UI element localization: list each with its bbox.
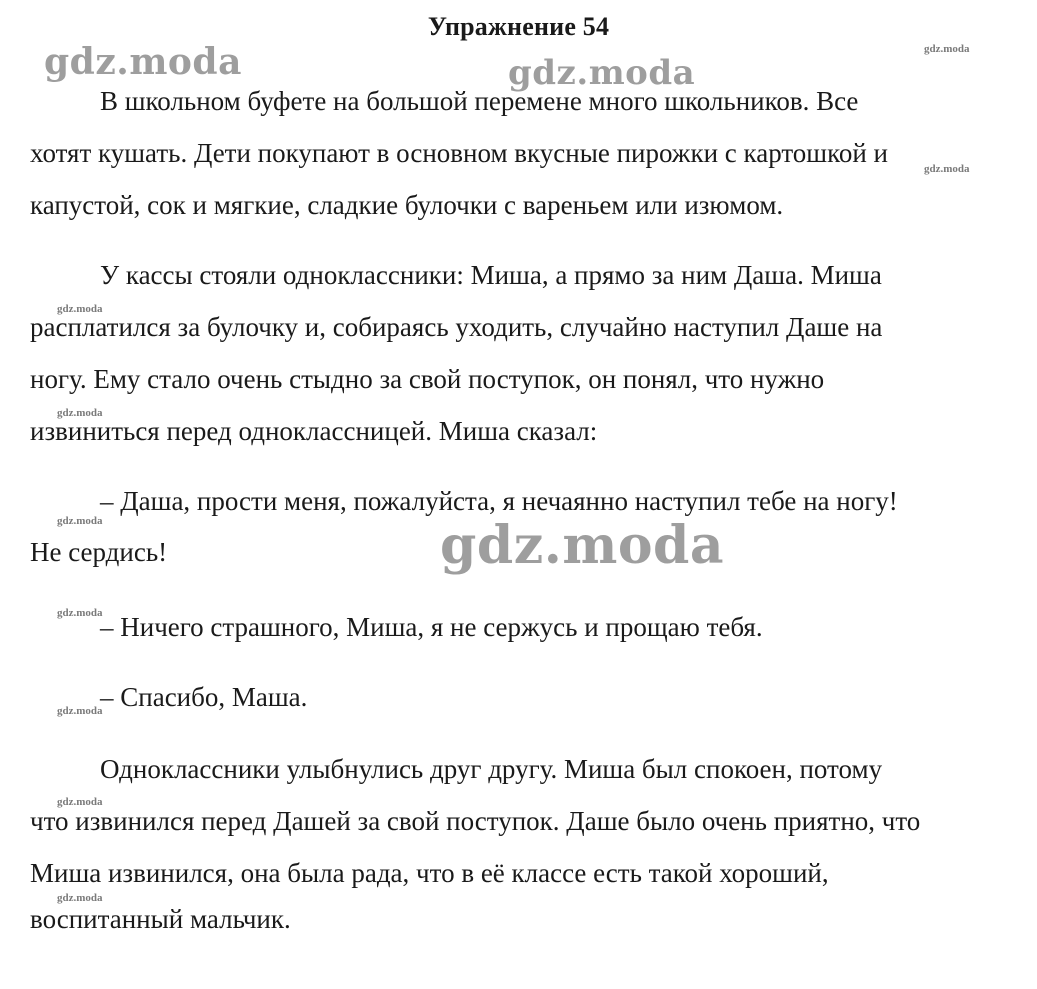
watermark-logo: gdz.moda [440,515,725,576]
watermark-logo: gdz.moda [44,41,242,83]
watermark-small: gdz.moda [924,163,970,175]
watermark-small: gdz.moda [924,43,970,55]
text-line: хотят кушать. Дети покупают в основном вкусные пирожки с картошкой и [30,138,888,168]
text-line: В школьном буфете на большой перемене много школьников. Все [100,86,859,116]
text-line: извиниться перед одноклассницей. Миша сказал: [30,416,598,446]
text-line: Не сердись! [30,537,168,567]
text-line: Одноклассники улыбнулись друг другу. Миша был спокоен, потому [100,754,883,784]
text-line: Миша извинился, она была рада, что в её классе есть такой хороший, [30,858,829,888]
text-line: расплатился за булочку и, собираясь уходить, случайно наступил Даше на [30,312,883,342]
text-line: что извинился перед Дашей за свой поступок. Даше было очень приятно, что [30,806,921,836]
watermark-small: gdz.moda [57,407,103,419]
watermark-small: gdz.moda [57,607,103,619]
exercise-title: Упражнение 54 [427,12,610,41]
text-line: – Спасибо, Маша. [100,682,308,712]
watermark-logo: gdz.moda [508,53,696,93]
watermark-small: gdz.moda [57,303,103,315]
text-line: ногу. Ему стало очень стыдно за свой поступок, он понял, что нужно [30,364,825,394]
text-line: капустой, сок и мягкие, сладкие булочки с вареньем или изюмом. [30,190,784,220]
text-line: – Ничего страшного, Миша, я не сержусь и прощаю тебя. [100,612,763,642]
text-line: воспитанный мальчик. [30,904,291,934]
watermark-small: gdz.moda [57,705,103,717]
watermark-small: gdz.moda [57,796,103,808]
watermark-small: gdz.moda [57,892,103,904]
text-line: – Даша, прости меня, пожалуйста, я нечаянно наступил тебе на ногу! [100,486,898,516]
watermark-small: gdz.moda [57,515,103,527]
text-line: У кассы стояли одноклассники: Миша, а прямо за ним Даша. Миша [100,260,882,290]
